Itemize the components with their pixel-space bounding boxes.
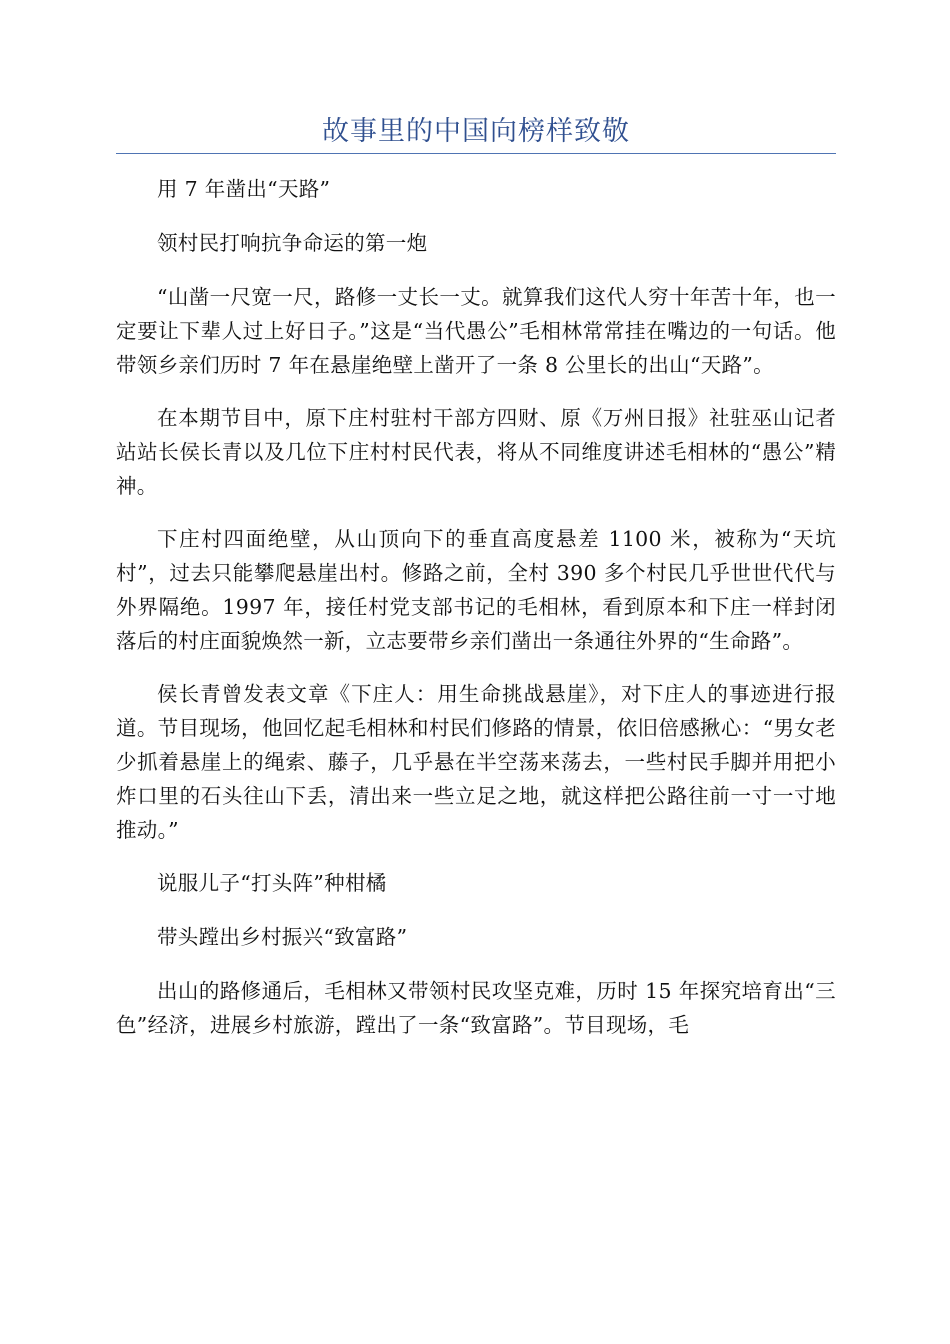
title-underline: [116, 153, 836, 154]
body-paragraph: “山凿一尺宽一尺，路修一丈长一丈。就算我们这代人穷十年苦十年，也一定要让下辈人过上好日子。”这是“当代愚公”毛相林常常挂在嘴边的一句话。他带领乡亲们历时 7 年在悬崖绝壁上凿开了一条 8 公里长的出山“天路”。: [116, 285, 836, 377]
section-heading: 用 7 年凿出“天路”: [157, 177, 331, 201]
document-title: 故事里的中国向榜样致敬: [322, 116, 630, 147]
section-heading: 说服儿子“打头阵”种柑橘: [157, 871, 387, 895]
body-paragraph: 下庄村四面绝壁，从山顶向下的垂直高度悬差 1100 米，被称为“天坑村”，过去只能攀爬悬崖出村。修路之前，全村 390 多个村民几乎世世代代与外界隔绝。1997 年，接任村党支部书记的毛相林，看到原本和下庄一样封闭落后的村庄面貌焕然一新，立志要带乡亲们凿出一条通往外界的“生命路”。: [116, 527, 836, 653]
body-paragraph: 侯长青曾发表文章《下庄人：用生命挑战悬崖》，对下庄人的事迹进行报道。节目现场，他回忆起毛相林和村民们修路的情景，依旧倍感揪心：“男女老少抓着悬崖上的绳索、藤子，几乎悬在半空荡来荡去，一些村民手脚并用把小炸口里的石头往山下丢，清出来一些立足之地，就这样把公路往前一寸一寸地推动。”: [116, 682, 836, 842]
body-paragraph: 出山的路修通后，毛相林又带领村民攻坚克难，历时 15 年探究培育出“三色”经济，进展乡村旅游，蹚出了一条“致富路”。节目现场，毛: [116, 979, 836, 1037]
body-paragraph: 在本期节目中，原下庄村驻村干部方四财、原《万州日报》社驻巫山记者站站长侯长青以及几位下庄村村民代表，将从不同维度讲述毛相林的“愚公”精神。: [116, 406, 836, 498]
section-subheading: 带头蹚出乡村振兴“致富路”: [157, 925, 408, 949]
document-body: [116, 172, 836, 1061]
section-subheading: 领村民打响抗争命运的第一炮: [157, 231, 428, 255]
